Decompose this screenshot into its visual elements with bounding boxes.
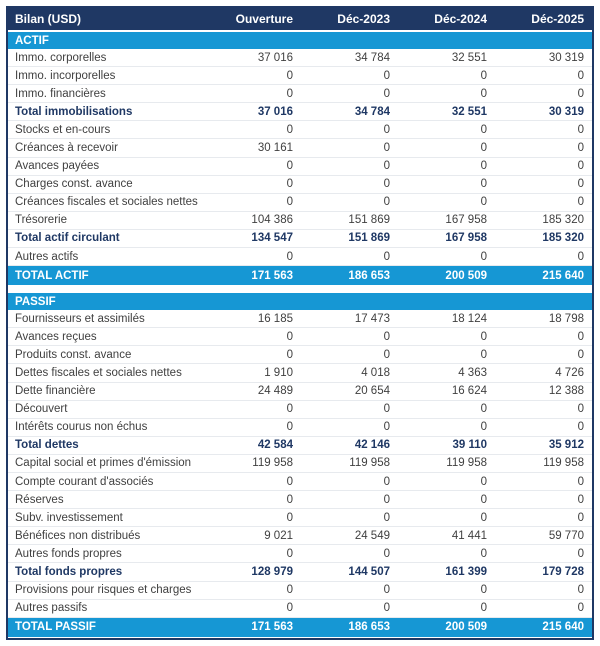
section-title: ACTIF xyxy=(15,34,49,47)
cell-value: 16 185 xyxy=(257,312,293,325)
cell-value: 104 386 xyxy=(251,214,293,227)
table-row xyxy=(8,437,592,455)
column-header-dec-2024: Déc-2024 xyxy=(434,12,487,26)
row-label: Créances fiscales et sociales nettes xyxy=(15,196,198,209)
table-body xyxy=(8,32,592,637)
row-label: Immo. financières xyxy=(15,87,106,100)
cell-value: 0 xyxy=(286,196,293,209)
cell-value: 4 363 xyxy=(458,366,487,379)
cell-value: 39 110 xyxy=(452,439,487,452)
cell-value: 24 489 xyxy=(257,385,293,398)
row-label: Compte courant d'associés xyxy=(15,475,154,488)
cell-value: 0 xyxy=(383,330,390,343)
cell-value: 0 xyxy=(480,403,487,416)
total-label: TOTAL PASSIF xyxy=(15,621,96,634)
cell-value: 167 958 xyxy=(445,214,487,227)
cell-value: 4 018 xyxy=(361,366,390,379)
cell-value: 0 xyxy=(286,602,293,615)
cell-value: 0 xyxy=(286,123,293,136)
cell-value: 0 xyxy=(577,69,584,82)
cell-value: 12 388 xyxy=(548,385,584,398)
cell-value: 0 xyxy=(480,196,487,209)
table-row xyxy=(8,212,592,230)
row-label: Réserves xyxy=(15,493,64,506)
table-row xyxy=(8,158,592,176)
table-row xyxy=(8,248,592,266)
table-row xyxy=(8,346,592,364)
cell-value: 35 912 xyxy=(548,439,584,452)
cell-value: 16 624 xyxy=(451,385,487,398)
table-row xyxy=(8,364,592,382)
row-label: Bénéfices non distribués xyxy=(15,529,141,542)
table-row xyxy=(8,473,592,491)
cell-value: 0 xyxy=(286,87,293,100)
table-row xyxy=(8,310,592,328)
cell-value: 34 784 xyxy=(354,51,390,64)
row-label: Avances payées xyxy=(15,160,100,173)
cell-value: 17 473 xyxy=(354,312,390,325)
total-value: 171 563 xyxy=(251,269,293,282)
cell-value: 0 xyxy=(383,123,390,136)
cell-value: 0 xyxy=(383,250,390,263)
cell-value: 0 xyxy=(480,160,487,173)
row-label: Total fonds propres xyxy=(15,565,123,578)
cell-value: 37 016 xyxy=(257,51,293,64)
cell-value: 18 124 xyxy=(451,312,487,325)
table-row xyxy=(8,176,592,194)
cell-value: 185 320 xyxy=(542,232,584,245)
table-row xyxy=(8,121,592,139)
column-header-dec-2023: Déc-2023 xyxy=(337,12,390,26)
cell-value: 0 xyxy=(480,250,487,263)
table-row xyxy=(8,491,592,509)
table-row xyxy=(8,383,592,401)
cell-value: 119 958 xyxy=(349,457,390,470)
table-row xyxy=(8,509,592,527)
row-label: Charges const. avance xyxy=(15,178,133,191)
cell-value: 119 958 xyxy=(543,457,584,470)
cell-value: 0 xyxy=(383,493,390,506)
table-row xyxy=(8,419,592,437)
cell-value: 0 xyxy=(480,421,487,434)
cell-value: 0 xyxy=(383,511,390,524)
cell-value: 0 xyxy=(383,142,390,155)
cell-value: 0 xyxy=(577,142,584,155)
cell-value: 0 xyxy=(480,69,487,82)
cell-value: 0 xyxy=(577,87,584,100)
cell-value: 0 xyxy=(286,330,293,343)
row-label: Stocks et en-cours xyxy=(15,123,111,136)
row-label: Intérêts courus non échus xyxy=(15,421,148,434)
cell-value: 0 xyxy=(577,178,584,191)
cell-value: 0 xyxy=(286,511,293,524)
cell-value: 185 320 xyxy=(542,214,584,227)
row-label: Trésorerie xyxy=(15,214,67,227)
cell-value: 0 xyxy=(577,348,584,361)
cell-value: 24 549 xyxy=(354,529,390,542)
row-label: Provisions pour risques et charges xyxy=(15,584,192,597)
cell-value: 59 770 xyxy=(548,529,584,542)
table-row xyxy=(8,401,592,419)
cell-value: 0 xyxy=(577,250,584,263)
cell-value: 0 xyxy=(577,123,584,136)
total-value: 200 509 xyxy=(445,621,487,634)
cell-value: 0 xyxy=(383,584,390,597)
table-row xyxy=(8,49,592,67)
row-label: Immo. incorporelles xyxy=(15,69,116,82)
cell-value: 0 xyxy=(383,348,390,361)
cell-value: 32 551 xyxy=(451,51,487,64)
cell-value: 151 869 xyxy=(348,214,390,227)
cell-value: 0 xyxy=(480,602,487,615)
cell-value: 0 xyxy=(286,348,293,361)
cell-value: 0 xyxy=(577,330,584,343)
row-label: Produits const. avance xyxy=(15,348,132,361)
cell-value: 30 319 xyxy=(548,105,584,118)
cell-value: 0 xyxy=(383,475,390,488)
cell-value: 1 910 xyxy=(264,366,293,379)
cell-value: 0 xyxy=(480,123,487,136)
row-label: Créances à recevoir xyxy=(15,142,118,155)
row-label: Dettes fiscales et sociales nettes xyxy=(15,366,182,379)
balance-sheet-table xyxy=(6,6,594,640)
cell-value: 0 xyxy=(383,160,390,173)
cell-value: 0 xyxy=(577,547,584,560)
row-label: Total dettes xyxy=(15,439,79,452)
total-value: 200 509 xyxy=(445,269,487,282)
cell-value: 34 784 xyxy=(354,105,390,118)
cell-value: 42 584 xyxy=(257,439,293,452)
cell-value: 0 xyxy=(480,178,487,191)
cell-value: 0 xyxy=(577,160,584,173)
cell-value: 151 869 xyxy=(348,232,390,245)
cell-value: 9 021 xyxy=(264,529,293,542)
cell-value: 0 xyxy=(383,421,390,434)
table-title: Bilan (USD) xyxy=(15,12,81,26)
total-value: 186 653 xyxy=(348,621,390,634)
cell-value: 0 xyxy=(577,493,584,506)
table-row xyxy=(8,582,592,600)
total-row-actif xyxy=(8,266,592,285)
cell-value: 37 016 xyxy=(257,105,293,118)
cell-value: 0 xyxy=(383,602,390,615)
cell-value: 0 xyxy=(577,584,584,597)
cell-value: 0 xyxy=(286,475,293,488)
cell-value: 0 xyxy=(577,475,584,488)
table-row xyxy=(8,103,592,121)
row-label: Immo. corporelles xyxy=(15,51,107,64)
cell-value: 4 726 xyxy=(555,366,584,379)
table-row xyxy=(8,67,592,85)
cell-value: 0 xyxy=(480,330,487,343)
table-row xyxy=(8,85,592,103)
cell-value: 0 xyxy=(480,475,487,488)
cell-value: 42 146 xyxy=(354,439,390,452)
cell-value: 144 507 xyxy=(348,565,390,578)
cell-value: 0 xyxy=(480,547,487,560)
table-row xyxy=(8,455,592,473)
row-label: Autres actifs xyxy=(15,250,79,263)
row-label: Total actif circulant xyxy=(15,232,120,245)
cell-value: 0 xyxy=(286,584,293,597)
cell-value: 0 xyxy=(480,584,487,597)
cell-value: 179 728 xyxy=(542,565,584,578)
column-header-dec-2025: Déc-2025 xyxy=(531,12,584,26)
row-label: Subv. investissement xyxy=(15,511,123,524)
row-label: Avances reçues xyxy=(15,330,97,343)
cell-value: 0 xyxy=(286,547,293,560)
cell-value: 0 xyxy=(383,547,390,560)
cell-value: 0 xyxy=(286,250,293,263)
cell-value: 0 xyxy=(286,69,293,82)
total-value: 215 640 xyxy=(542,269,584,282)
cell-value: 30 319 xyxy=(548,51,584,64)
cell-value: 119 958 xyxy=(446,457,487,470)
row-label: Total immobilisations xyxy=(15,105,133,118)
total-value: 215 640 xyxy=(542,621,584,634)
cell-value: 18 798 xyxy=(548,312,584,325)
cell-value: 0 xyxy=(383,69,390,82)
cell-value: 0 xyxy=(480,87,487,100)
row-label: Découvert xyxy=(15,403,68,416)
cell-value: 20 654 xyxy=(354,385,390,398)
table-row xyxy=(8,194,592,212)
cell-value: 0 xyxy=(577,511,584,524)
column-header-ouverture: Ouverture xyxy=(235,12,293,26)
table-row xyxy=(8,230,592,248)
table-row xyxy=(8,328,592,346)
table-row xyxy=(8,527,592,545)
cell-value: 128 979 xyxy=(251,565,293,578)
row-label: Capital social et primes d'émission xyxy=(15,457,192,470)
row-label: Dette financière xyxy=(15,385,96,398)
cell-value: 0 xyxy=(383,178,390,191)
cell-value: 32 551 xyxy=(451,105,487,118)
cell-value: 0 xyxy=(577,421,584,434)
cell-value: 0 xyxy=(577,602,584,615)
table-row xyxy=(8,545,592,563)
table-row xyxy=(8,600,592,618)
row-label: Autres fonds propres xyxy=(15,547,122,560)
cell-value: 0 xyxy=(286,160,293,173)
cell-value: 30 161 xyxy=(257,142,293,155)
cell-value: 0 xyxy=(480,493,487,506)
table-row xyxy=(8,139,592,157)
cell-value: 0 xyxy=(383,403,390,416)
table-row xyxy=(8,563,592,581)
cell-value: 134 547 xyxy=(251,232,293,245)
cell-value: 0 xyxy=(286,493,293,506)
cell-value: 0 xyxy=(383,196,390,209)
cell-value: 0 xyxy=(577,403,584,416)
cell-value: 0 xyxy=(286,403,293,416)
row-label: Autres passifs xyxy=(15,602,88,615)
cell-value: 0 xyxy=(480,142,487,155)
section-title: PASSIF xyxy=(15,295,56,308)
cell-value: 119 958 xyxy=(252,457,293,470)
total-value: 186 653 xyxy=(348,269,390,282)
total-row-passif xyxy=(8,618,592,637)
cell-value: 0 xyxy=(286,421,293,434)
cell-value: 41 441 xyxy=(451,529,487,542)
total-label: TOTAL ACTIF xyxy=(15,269,89,282)
row-label: Fournisseurs et assimilés xyxy=(15,312,145,325)
cell-value: 0 xyxy=(383,87,390,100)
cell-value: 0 xyxy=(480,348,487,361)
cell-value: 0 xyxy=(577,196,584,209)
cell-value: 0 xyxy=(286,178,293,191)
total-value: 171 563 xyxy=(251,621,293,634)
cell-value: 161 399 xyxy=(445,565,487,578)
section-header-actif xyxy=(8,32,592,49)
section-gap xyxy=(8,285,592,293)
table-header-row xyxy=(8,8,592,32)
section-header-passif xyxy=(8,293,592,310)
cell-value: 167 958 xyxy=(445,232,487,245)
cell-value: 0 xyxy=(480,511,487,524)
